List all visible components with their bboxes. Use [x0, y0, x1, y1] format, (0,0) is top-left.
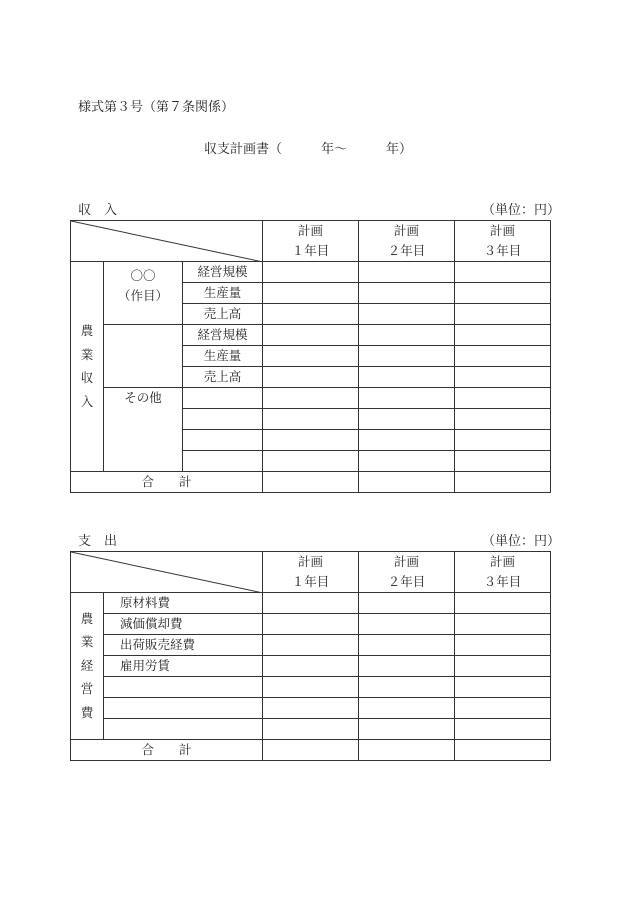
expense-total-label: 合 計: [71, 740, 263, 761]
data-cell[interactable]: [359, 698, 455, 719]
data-cell[interactable]: [455, 719, 551, 740]
table-row: [71, 719, 551, 740]
data-cell[interactable]: [359, 740, 455, 761]
expense-header-row: [71, 552, 551, 593]
data-cell[interactable]: [455, 409, 551, 430]
label-cell-blank[interactable]: [104, 698, 263, 719]
table-row: [71, 262, 551, 283]
row-label: 売上高: [183, 367, 263, 388]
crop-group-cell: 〇〇 （作目）: [104, 262, 183, 325]
income-unit-label: （単位：円）: [482, 203, 561, 218]
expense-heading: 支 出: [78, 534, 118, 549]
data-cell[interactable]: [263, 677, 359, 698]
table-row: [71, 388, 551, 409]
row-label: 出荷販売経費: [104, 635, 263, 656]
label-cell-blank[interactable]: [183, 388, 263, 409]
data-cell[interactable]: [263, 283, 359, 304]
data-cell[interactable]: [263, 698, 359, 719]
income-table: [70, 220, 551, 493]
data-cell[interactable]: [455, 740, 551, 761]
table-row: [71, 656, 551, 677]
data-cell[interactable]: [359, 451, 455, 472]
crop-group-cell-blank[interactable]: [104, 325, 183, 388]
data-cell[interactable]: [263, 430, 359, 451]
income-col-year3: 計画 ３年目: [455, 221, 551, 262]
label-cell-blank[interactable]: [104, 677, 263, 698]
data-cell[interactable]: [455, 472, 551, 493]
data-cell[interactable]: [263, 593, 359, 614]
diagonal-line: [71, 221, 263, 262]
expense-table: [70, 551, 551, 761]
data-cell[interactable]: [359, 656, 455, 677]
data-cell[interactable]: [455, 430, 551, 451]
data-cell[interactable]: [263, 409, 359, 430]
label-cell-blank[interactable]: [104, 719, 263, 740]
row-label: 減価償却費: [104, 614, 263, 635]
form-label: 様式第３号（第７条関係）: [78, 100, 235, 115]
data-cell[interactable]: [455, 325, 551, 346]
data-cell[interactable]: [359, 472, 455, 493]
income-heading: 収 入: [78, 203, 118, 218]
data-cell[interactable]: [359, 430, 455, 451]
data-cell[interactable]: [455, 593, 551, 614]
data-cell[interactable]: [263, 451, 359, 472]
expense-total-row: [71, 740, 551, 761]
income-col-year2: 計画 ２年目: [359, 221, 455, 262]
data-cell[interactable]: [359, 388, 455, 409]
data-cell[interactable]: [263, 262, 359, 283]
table-row: [71, 698, 551, 719]
other-group-cell: その他: [104, 388, 183, 472]
expense-col-year3: 計画 ３年目: [455, 552, 551, 593]
data-cell[interactable]: [263, 325, 359, 346]
data-cell[interactable]: [359, 614, 455, 635]
diagonal-line: [71, 552, 263, 593]
income-total-label: 合 計: [71, 472, 263, 493]
data-cell[interactable]: [455, 304, 551, 325]
data-cell[interactable]: [455, 635, 551, 656]
data-cell[interactable]: [263, 719, 359, 740]
label-cell-blank[interactable]: [183, 409, 263, 430]
data-cell[interactable]: [359, 325, 455, 346]
data-cell[interactable]: [359, 593, 455, 614]
data-cell[interactable]: [455, 346, 551, 367]
data-cell[interactable]: [263, 346, 359, 367]
data-cell[interactable]: [263, 388, 359, 409]
expense-unit-label: （単位：円）: [482, 534, 561, 549]
data-cell[interactable]: [263, 740, 359, 761]
data-cell[interactable]: [359, 677, 455, 698]
table-row: [71, 593, 551, 614]
data-cell[interactable]: [455, 388, 551, 409]
row-label: 経営規模: [183, 325, 263, 346]
data-cell[interactable]: [359, 283, 455, 304]
row-label: 経営規模: [183, 262, 263, 283]
data-cell[interactable]: [359, 409, 455, 430]
income-header-row: [71, 221, 551, 262]
expense-col-year2: 計画 ２年目: [359, 552, 455, 593]
table-row: [71, 614, 551, 635]
data-cell[interactable]: [263, 472, 359, 493]
data-cell[interactable]: [455, 262, 551, 283]
data-cell[interactable]: [455, 698, 551, 719]
data-cell[interactable]: [359, 635, 455, 656]
data-cell[interactable]: [455, 614, 551, 635]
data-cell[interactable]: [263, 614, 359, 635]
row-label: 雇用労賃: [104, 656, 263, 677]
table-row: [71, 677, 551, 698]
table-row: [71, 325, 551, 346]
data-cell[interactable]: [455, 451, 551, 472]
label-cell-blank[interactable]: [183, 430, 263, 451]
income-col-year1: 計画 １年目: [263, 221, 359, 262]
income-total-row: [71, 472, 551, 493]
data-cell[interactable]: [359, 367, 455, 388]
row-label: 生産量: [183, 283, 263, 304]
data-cell[interactable]: [263, 304, 359, 325]
row-label: 生産量: [183, 346, 263, 367]
data-cell[interactable]: [359, 262, 455, 283]
data-cell[interactable]: [455, 677, 551, 698]
expense-col-year1: 計画 １年目: [263, 552, 359, 593]
expense-diagonal-cell: [71, 552, 263, 593]
table-row: [71, 635, 551, 656]
data-cell[interactable]: [263, 635, 359, 656]
data-cell[interactable]: [359, 304, 455, 325]
data-cell[interactable]: [455, 656, 551, 677]
data-cell[interactable]: [263, 367, 359, 388]
data-cell[interactable]: [263, 656, 359, 677]
income-diagonal-cell: [71, 221, 263, 262]
data-cell[interactable]: [359, 719, 455, 740]
data-cell[interactable]: [455, 283, 551, 304]
data-cell[interactable]: [455, 367, 551, 388]
expense-category-cell: 農 業 経 営 費: [71, 593, 104, 740]
row-label: 売上高: [183, 304, 263, 325]
label-cell-blank[interactable]: [183, 451, 263, 472]
income-category-cell: 農 業 収 入: [71, 262, 104, 472]
page-title: 収支計画書（ 年〜 年）: [204, 142, 413, 157]
row-label: 原材料費: [104, 593, 263, 614]
data-cell[interactable]: [359, 346, 455, 367]
